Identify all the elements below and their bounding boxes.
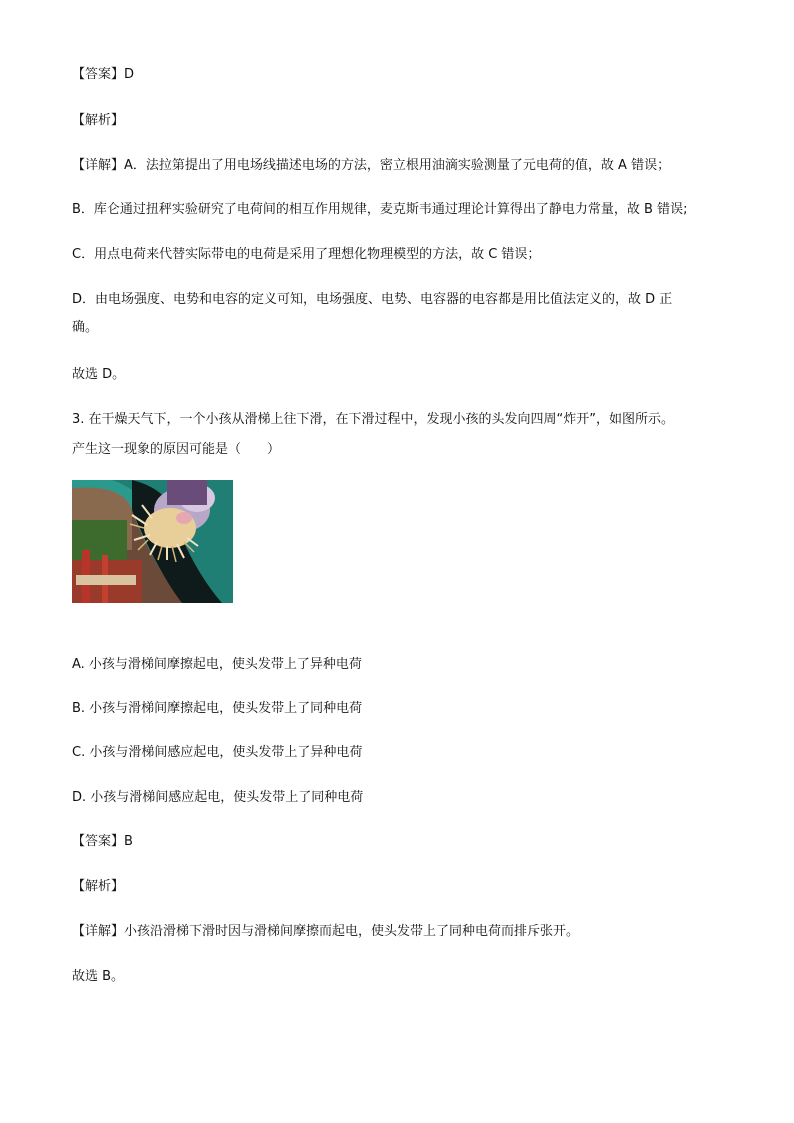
q3-option-c: C. 小孩与滑梯间感应起电，使头发带上了异种电荷 — [72, 745, 363, 760]
q2-detail-c: C．用点电荷来代替实际带电的电荷是采用了理想化物理模型的方法，故 C 错误； — [72, 247, 541, 262]
q2-answer-value: D — [124, 67, 135, 82]
q3-option-a: A. 小孩与滑梯间摩擦起电，使头发带上了异种电荷 — [72, 657, 362, 672]
q3-stem-line1: 3. 在干燥天气下，一个小孩从滑梯上往下滑，在下滑过程中，发现小孩的头发向四周“炸开”，如图所示。 — [72, 412, 675, 427]
q3-analysis-tag: 【解析】 — [72, 879, 125, 894]
q2-answer-tag: 【答案】 — [72, 67, 125, 82]
slide-child-photo — [72, 480, 233, 603]
q2-detail-b: B．库仑通过扭秤实验研究了电荷间的相互作用规律，麦克斯韦通过理论计算得出了静电力常量，故 B 错误; — [72, 202, 688, 217]
q2-analysis-tag: 【解析】 — [72, 113, 125, 128]
q2-answer-line — [72, 64, 762, 86]
q3-stem-line2: 产生这一现象的原因可能是（ ） — [72, 442, 281, 457]
q3-option-b: B. 小孩与滑梯间摩擦起电，使头发带上了同种电荷 — [72, 701, 363, 716]
q3-option-d: D. 小孩与滑梯间感应起电，使头发带上了同种电荷 — [72, 790, 364, 805]
q2-conclusion: 故选 D。 — [72, 367, 126, 382]
q2-detail-tag: 【详解】 — [72, 158, 125, 173]
q2-detail-a-line — [72, 155, 762, 177]
q3-detail-tag: 【详解】 — [72, 924, 125, 939]
q3-detail: 小孩沿滑梯下滑时因与滑梯间摩擦而起电，使头发带上了同种电荷而排斥张开。 — [124, 924, 580, 939]
q3-detail-line — [72, 921, 762, 943]
q2-detail-d-line2: 确。 — [72, 320, 99, 335]
q3-conclusion: 故选 B。 — [72, 969, 125, 984]
q2-detail-d-line1: D．由电场强度、电势和电容的定义可知，电场强度、电势、电容器的电容都是用比值法定义的，故 D 正 — [72, 292, 673, 307]
q3-answer-line — [72, 831, 762, 853]
q3-answer-tag: 【答案】 — [72, 834, 125, 849]
q3-answer-value: B — [124, 834, 133, 849]
q2-detail-a: A．法拉第提出了用电场线描述电场的方法，密立根用油滴实验测量了元电荷的值，故 A 错误； — [124, 158, 671, 173]
